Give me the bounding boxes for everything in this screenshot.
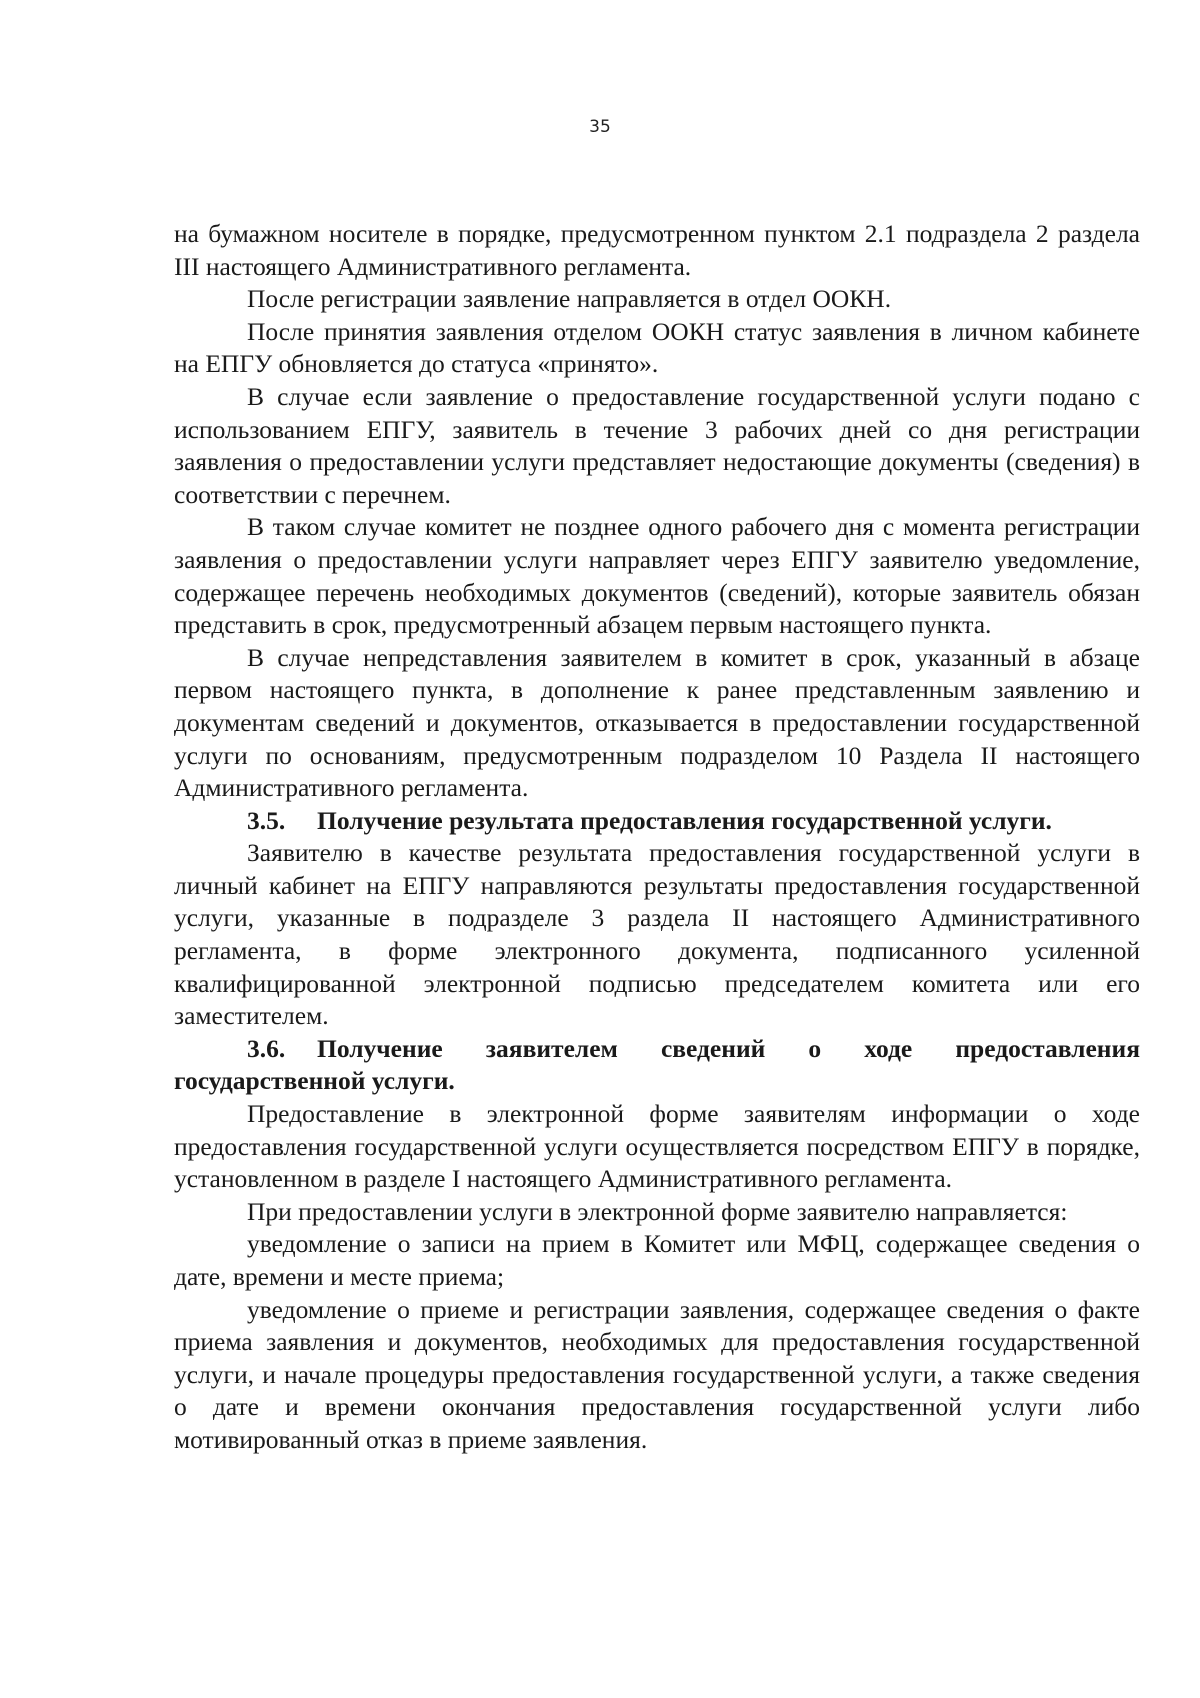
paragraph: Заявителю в качестве результата предоставления государственной услуги в личный кабинет на ЕПГУ направляются результаты предоставления государственной услуги, указанные в подразделе 3 раздела II настоящего Административного регламента, в форме электронного документа, подписанного усиленной квалифицированной электронной подписью председателем комитета или его заместителем. bbox=[174, 838, 1140, 1031]
paragraph: уведомление о приеме и регистрации заявления, содержащее сведения о факте приема заявления и документов, необходимых для предоставления государственной услуги, и начале процедуры предоставления государственной услуги, а также сведения о дате и времени окончания предоставления государственной услуги либо мотивированный отказ в приеме заявления. bbox=[174, 1294, 1140, 1454]
paragraph: После принятия заявления отделом ООКН статус заявления в личном кабинете на ЕПГУ обновляется до статуса «принято». bbox=[174, 316, 1140, 379]
section-number: 3.5. bbox=[247, 805, 286, 835]
paragraph: Предоставление в электронной форме заявителям информации о ходе предоставления государственной услуги осуществляется посредством ЕПГУ в порядке, установленном в разделе I настоящего Административного регламента. bbox=[174, 1099, 1140, 1194]
paragraph: В случае непредставления заявителем в комитет в срок, указанный в абзаце первом настоящего пункта, в дополнение к ранее представленным заявлению и документам сведений и документов, отказывается в предоставлении государственной услуги по основаниям, предусмотренным подразделом 10 Раздела II настоящего Административного регламента. bbox=[174, 642, 1140, 803]
document-body bbox=[174, 218, 1140, 1457]
section-heading-3-6 bbox=[174, 1033, 1140, 1098]
paragraph: В случае если заявление о предоставление государственной услуги подано с использованием ЕПГУ, заявитель в течение 3 рабочих дней со дня регистрации заявления о предоставлении услуги представляет недостающие документы (сведения) в соответствии с перечнем. bbox=[174, 381, 1140, 509]
paragraph: После регистрации заявление направляется в отдел ООКН. bbox=[247, 284, 892, 314]
page-number: 35 bbox=[589, 117, 611, 137]
section-heading-3-5 bbox=[174, 805, 1140, 838]
paragraph: При предоставлении услуги в электронной форме заявителю направляется: bbox=[247, 1196, 1068, 1226]
paragraph: уведомление о записи на прием в Комитет или МФЦ, содержащее сведения о дате, времени и месте приема; bbox=[174, 1229, 1140, 1291]
paragraph: на бумажном носителе в порядке, предусмотренном пунктом 2.1 подраздела 2 раздела III настоящего Административного регламента. bbox=[174, 219, 1140, 281]
section-title: Получение результата предоставления государственной услуги. bbox=[317, 805, 1052, 835]
section-number: 3.6. bbox=[247, 1033, 286, 1063]
section-title: Получение заявителем сведений о ходе предоставления государственной услуги. bbox=[174, 1033, 1140, 1096]
paragraph: В таком случае комитет не позднее одного рабочего дня с момента регистрации заявления о предоставлении услуги направляет через ЕПГУ заявителю уведомление, содержащее перечень необходимых документов (сведений), которые заявитель обязан представить в срок, предусмотренный абзацем первым настоящего пункта. bbox=[174, 512, 1140, 640]
